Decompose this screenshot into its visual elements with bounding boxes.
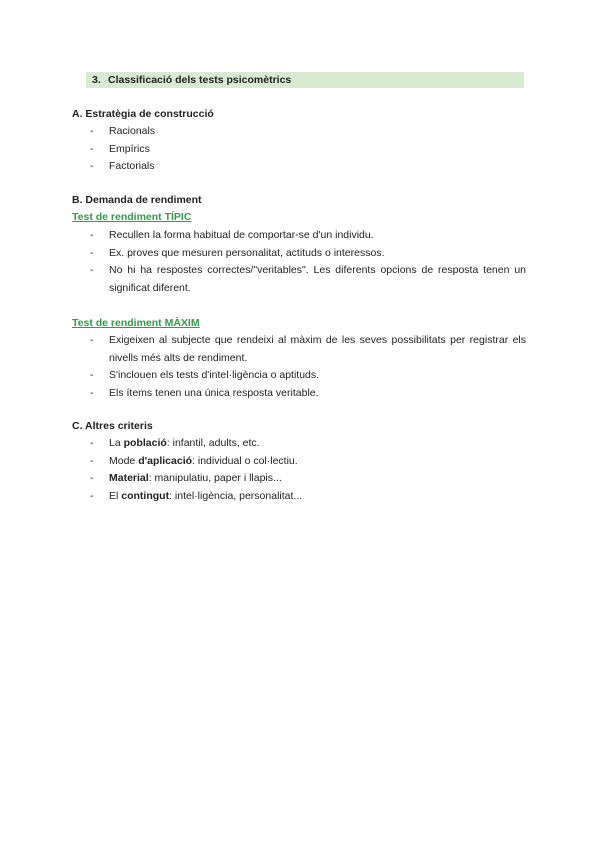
list-item — [90, 141, 526, 159]
list-item — [90, 245, 526, 263]
section-number: 3. — [92, 74, 101, 86]
list-item — [90, 488, 526, 506]
list-item-text: Recullen la forma habitual de comportar-se d'un individu. — [109, 229, 374, 241]
list-item — [90, 385, 526, 403]
dash-bullet: - — [90, 369, 94, 382]
list-item-text: Factorials — [109, 160, 155, 173]
list-item-text: No hi ha respostes correctes/"veritables". Les diferents opcions de resposta tenen un significat diferent. — [109, 264, 526, 294]
list-item-text: Els ítems tenen una única resposta veritable. — [109, 386, 319, 399]
heading-a: A. Estratègia de construcció — [72, 108, 214, 120]
section-header — [86, 72, 524, 88]
list-item-post: : infantil, adults, etc. — [166, 437, 260, 449]
list-item — [90, 453, 526, 471]
list-item — [90, 367, 526, 385]
dash-bullet: - — [90, 142, 94, 155]
dash-bullet: - — [90, 437, 94, 449]
subheading-tipic: Test de rendiment TÍPIC — [72, 211, 192, 223]
list-item-text: Empírics — [109, 142, 150, 155]
list-item-bold: Material — [109, 472, 149, 485]
list-item-text: Ex. proves que mesuren personalitat, actituds o interessos. — [109, 246, 385, 259]
subheading-maxim: Test de rendiment MÀXIM — [72, 317, 200, 329]
list-item — [90, 227, 526, 245]
list-item — [90, 435, 526, 453]
list-item-pre: Mode — [109, 454, 139, 467]
list-item-post: : manipulatiu, paper i llapis... — [148, 472, 282, 485]
list-item-bold: contingut — [121, 489, 170, 502]
dash-bullet: - — [90, 454, 94, 467]
list-tipic — [90, 227, 526, 297]
dash-bullet: - — [90, 246, 94, 259]
list-item — [90, 470, 526, 488]
list-item-pre: El — [109, 489, 122, 502]
dash-bullet: - — [90, 489, 94, 502]
list-item-bold: d'aplicació — [138, 454, 193, 467]
list-item — [90, 158, 526, 176]
dash-bullet: - — [90, 264, 94, 277]
list-item-pre: La — [109, 437, 124, 449]
heading-c: C. Altres criteris — [72, 420, 153, 432]
dash-bullet: - — [90, 334, 94, 346]
section-title: Classificació dels tests psicomètrics — [108, 74, 292, 86]
heading-b: B. Demanda de rendiment — [72, 194, 202, 206]
list-item-post: : intel·ligència, personalitat... — [169, 489, 303, 502]
dash-bullet: - — [90, 160, 94, 173]
dash-bullet: - — [90, 386, 94, 399]
list-item — [90, 123, 526, 141]
dash-bullet: - — [90, 472, 94, 485]
dash-bullet: - — [90, 229, 94, 241]
list-item — [90, 332, 526, 367]
list-item-text: S'inclouen els tests d'intel·ligència o aptituds. — [109, 369, 320, 382]
list-item-text: Exigeixen al subjecte que rendeixi al màxim de les seves possibilitats per registrar els nivells més alts de rendiment. — [109, 334, 526, 364]
list-item — [90, 262, 526, 297]
list-item-bold: població — [123, 437, 167, 449]
dash-bullet: - — [90, 125, 94, 137]
list-item-post: : individual o col·lectiu. — [192, 454, 298, 467]
list-c — [90, 435, 526, 505]
list-maxim — [90, 332, 526, 402]
list-item-text: Racionals — [109, 125, 156, 137]
list-a — [90, 123, 526, 176]
